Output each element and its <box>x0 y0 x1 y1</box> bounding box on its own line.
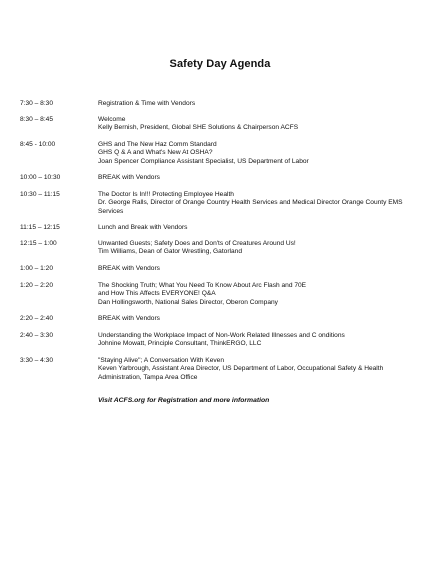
agenda-line: Joan Spencer Compliance Assistant Specialist, US Department of Labor <box>98 157 309 165</box>
agenda-line: Keven Yarbrough, Assistant Area Director, US Department of Labor, Occupational Safety & Health Administration, Tampa Area Office <box>98 365 384 381</box>
agenda-line: GHS Q & A and What's New At OSHA? <box>98 149 213 157</box>
agenda-time: 1:00 – 1:20 <box>20 265 53 272</box>
agenda-time: 10:00 – 10:30 <box>20 174 61 181</box>
agenda-time: 10:30 – 11:15 <box>20 191 60 198</box>
agenda-description <box>98 265 428 273</box>
agenda-description <box>98 191 428 216</box>
agenda-line: GHS and The New Haz Comm Standard <box>98 141 217 148</box>
registration-footer: Visit ACFS.org for Registration and more information <box>98 397 270 404</box>
agenda-time: 7:30 – 8:30 <box>20 100 53 107</box>
agenda-line: Johnine Mowatt, Principle Consultant, ThinkERGO, LLC <box>98 340 262 348</box>
agenda-description <box>98 282 428 307</box>
agenda-line: The Doctor Is In!!! Protecting Employee Health <box>98 191 234 198</box>
agenda-description <box>98 100 428 108</box>
agenda-description <box>98 116 428 133</box>
page-title: Safety Day Agenda <box>169 58 271 70</box>
agenda-description <box>98 240 428 257</box>
agenda-line: Registration & Time with Vendors <box>98 100 196 107</box>
agenda-line: BREAK with Vendors <box>98 265 160 272</box>
agenda-line: Welcome <box>98 116 126 123</box>
agenda-line: and How This Affects EVERYONE! Q&A <box>98 290 216 298</box>
agenda-line: Unwanted Guests; Safety Does and Don'ts of Creatures Around Us! <box>98 240 296 247</box>
agenda-line: The Shocking Truth; What You Need To Know About Arc Flash and 70E <box>98 282 307 289</box>
agenda-time: 3:30 – 4:30 <box>20 357 53 364</box>
agenda-description <box>98 332 428 349</box>
agenda-line: Kelly Bernish, President, Global SHE Solutions & Chairperson ACFS <box>98 124 299 132</box>
agenda-line: BREAK with Vendors <box>98 174 160 181</box>
agenda-line: Dr. George Ralls, Director of Orange Country Health Services and Medical Director Orange County EMS Services <box>98 199 403 215</box>
agenda-description <box>98 357 428 382</box>
agenda-line: "Staying Alive"; A Conversation With Keven <box>98 357 224 364</box>
agenda-time: 8:45 - 10:00 <box>20 141 56 148</box>
agenda-line: Lunch and Break with Vendors <box>98 224 188 231</box>
agenda-description <box>98 315 428 323</box>
agenda-description <box>98 141 428 166</box>
agenda-time: 8:30 – 8:45 <box>20 116 53 123</box>
agenda-line: Dan Hollingsworth, National Sales Director, Oberon Company <box>98 298 278 306</box>
agenda-time: 11:15 – 12:15 <box>20 224 60 231</box>
agenda-time: 2:20 – 2:40 <box>20 315 53 322</box>
agenda-description <box>98 224 428 232</box>
agenda-time: 2:40 – 3:30 <box>20 332 53 339</box>
agenda-description <box>98 174 428 182</box>
agenda-time: 1:20 – 2:20 <box>20 282 53 289</box>
agenda-line: Tim Williams, Dean of Gator Wrestling, Gatorland <box>98 248 243 256</box>
agenda-line: Understanding the Workplace Impact of Non-Work Related Illnesses and C onditions <box>98 332 345 339</box>
agenda-time: 12:15 – 1:00 <box>20 240 57 247</box>
agenda-line: BREAK with Vendors <box>98 315 160 322</box>
